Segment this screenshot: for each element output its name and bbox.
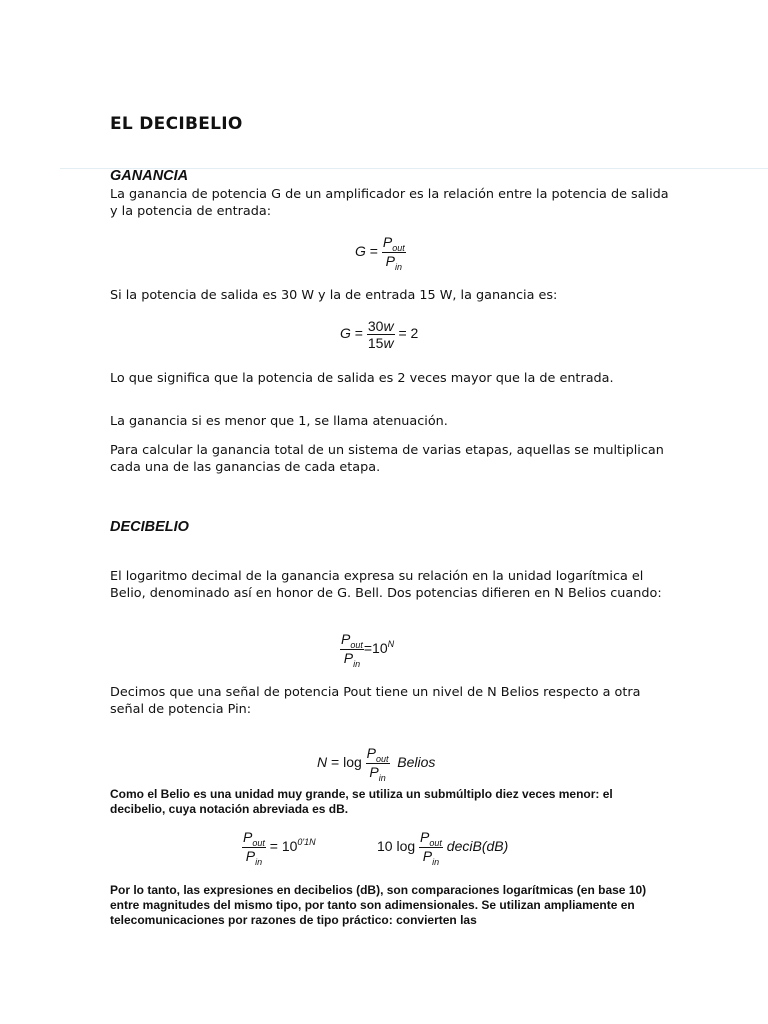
formula-expression: 10 log — [377, 838, 416, 855]
ganancia-paragraph-5: Para calcular la ganancia total de un sistema de varias etapas, aquellas se multiplican cada una de las ganancias de cada etapa. — [110, 443, 664, 475]
ganancia-paragraph-2: Si la potencia de salida es 30 W y la de entrada 15 W, la ganancia es: — [110, 288, 558, 303]
formula-belio-level — [317, 745, 435, 782]
fraction — [340, 631, 364, 668]
formula-symbol: G — [340, 325, 351, 342]
formula-subscript: in — [378, 773, 386, 783]
formula-operator: = — [354, 325, 363, 342]
formula-subscript: in — [432, 857, 440, 867]
formula-subscript: out — [429, 838, 442, 848]
fraction — [366, 745, 390, 782]
formula-result: = 2 — [398, 325, 419, 342]
formula-subscript: out — [252, 838, 265, 848]
fraction — [419, 829, 443, 866]
ganancia-paragraph-3: Lo que significa que la potencia de salida es 2 veces mayor que la de entrada. — [110, 371, 614, 386]
formula-symbol: P — [422, 848, 433, 864]
formula-symbol: P — [385, 253, 395, 269]
formula-subscript: out — [392, 243, 405, 253]
formula-unit: w — [383, 335, 394, 351]
formula-gain-example — [340, 318, 418, 351]
fraction — [367, 318, 395, 351]
formula-symbol: P — [369, 764, 379, 780]
formula-exponent: N — [387, 639, 395, 650]
ganancia-paragraph-4: La ganancia si es menor que 1, se llama atenuación. — [110, 414, 448, 429]
formula-symbol: P — [343, 650, 354, 666]
page-title: EL DECIBELIO — [110, 114, 243, 134]
formula-operator: = log — [331, 754, 362, 771]
decibelio-paragraph-2: Decimos que una señal de potencia Pout tiene un nivel de N Belios respecto a otra señal de potencia Pin: — [110, 685, 641, 717]
formula-unit: deciB(dB) — [446, 838, 509, 855]
decibelio-paragraph-4: Por lo tanto, las expresiones en decibelios (dB), son comparaciones logarítmicas (en base 10) entre magnitudes del mismo tipo, por tanto son adimensionales. Se utilizan ampliamente en telecomunicaciones por razones de tipo práctico: convierten las — [110, 883, 647, 927]
decibelio-paragraph-1: El logaritmo decimal de la ganancia expresa su relación en la unidad logarítmica el Belio, denominado así en honor de G. Bell. Dos potencias difieren en N Belios cuando: — [110, 569, 662, 601]
section-heading-decibelio: DECIBELIO — [110, 519, 189, 535]
section-heading-ganancia: GANANCIA — [110, 168, 189, 184]
formula-exponent: 0'1N — [297, 837, 316, 848]
formula-gain-definition — [355, 234, 406, 271]
formula-subscript: out — [350, 640, 363, 650]
formula-symbol: P — [243, 829, 253, 845]
formula-decibel-expression — [377, 829, 508, 866]
formula-expression: = 10 — [269, 838, 298, 855]
formula-number: 30 — [367, 318, 384, 334]
formula-expression: =10 — [363, 640, 388, 657]
formula-operator: = — [369, 243, 378, 260]
formula-subscript: in — [394, 262, 402, 272]
formula-unit: w — [383, 318, 394, 334]
formula-subscript: in — [353, 659, 361, 669]
formula-symbol: P — [366, 745, 376, 761]
formula-subscript: in — [255, 857, 263, 867]
formula-belio-definition — [340, 631, 394, 668]
decibelio-paragraph-3: Como el Belio es una unidad muy grande, se utiliza un submúltiplo diez veces menor: el decibelio, cuya notación abreviada es dB. — [110, 787, 613, 816]
formula-symbol: P — [245, 848, 256, 864]
fraction — [242, 829, 266, 866]
formula-unit: Belios — [397, 754, 436, 771]
ganancia-paragraph-1: La ganancia de potencia G de un amplificador es la relación entre la potencia de salida y la potencia de entrada: — [110, 187, 669, 219]
formula-symbol: P — [420, 829, 430, 845]
formula-decibel-ratio — [242, 829, 316, 866]
formula-symbol: G — [355, 243, 366, 260]
formula-symbol: N — [317, 754, 328, 771]
formula-number: 15 — [367, 335, 384, 351]
formula-symbol: P — [341, 631, 351, 647]
fraction — [382, 234, 406, 271]
formula-symbol: P — [382, 234, 393, 250]
formula-subscript: out — [376, 754, 389, 764]
